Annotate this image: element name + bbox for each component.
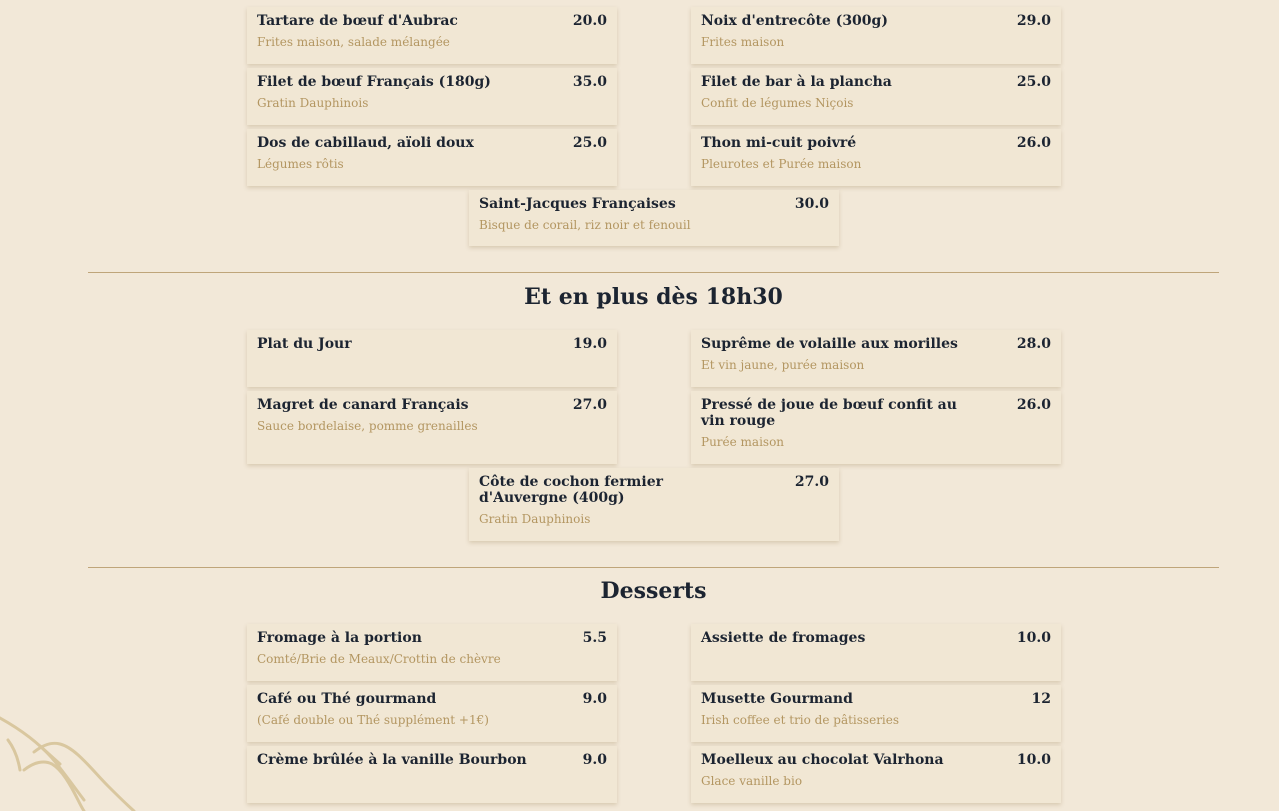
item-price: 10.0 — [1016, 752, 1051, 768]
item-price: 19.0 — [572, 336, 607, 352]
item-description: (Café double ou Thé supplément +1€) — [257, 713, 489, 727]
item-name: Pressé de joue de bœuf confit au vin rouge — [701, 397, 957, 429]
menu-item-card — [691, 330, 1061, 387]
item-description: Gratin Dauphinois — [257, 96, 369, 110]
item-price: 28.0 — [1016, 336, 1051, 352]
item-name: Crème brûlée à la vanille Bourbon — [257, 752, 527, 768]
item-name: Café ou Thé gourmand — [257, 691, 437, 707]
item-price: 26.0 — [1016, 135, 1051, 151]
item-description: Frites maison — [701, 35, 785, 49]
item-price: 12 — [1031, 691, 1051, 707]
item-description: Et vin jaune, purée maison — [701, 358, 865, 372]
item-name: Tartare de bœuf d'Aubrac — [257, 13, 458, 29]
item-price: 30.0 — [794, 196, 829, 212]
menu-item-card — [691, 685, 1061, 742]
item-description: Légumes rôtis — [257, 157, 344, 171]
menu-item-card — [247, 330, 617, 387]
item-price: 20.0 — [572, 13, 607, 29]
section-title-desserts: Desserts — [600, 578, 707, 604]
item-description: Glace vanille bio — [701, 774, 803, 788]
item-description: Comté/Brie de Meaux/Crottin de chèvre — [257, 652, 501, 666]
menu-item-card — [691, 7, 1061, 64]
menu-item-card — [247, 685, 617, 742]
menu-item-card — [691, 391, 1061, 464]
item-name: Dos de cabillaud, aïoli doux — [257, 135, 474, 151]
item-name: Thon mi-cuit poivré — [701, 135, 857, 151]
menu-item-card — [469, 190, 839, 246]
menu-item-card — [691, 624, 1061, 681]
item-price: 10.0 — [1016, 630, 1051, 646]
menu-item-card — [691, 68, 1061, 125]
menu-item-card — [247, 624, 617, 681]
item-price: 26.0 — [1016, 397, 1051, 413]
item-price: 25.0 — [1016, 74, 1051, 90]
item-description: Pleurotes et Purée maison — [701, 157, 862, 171]
menu-item-card — [247, 391, 617, 464]
menu-item-card — [247, 68, 617, 125]
item-name: Plat du Jour — [257, 336, 352, 352]
item-price: 29.0 — [1016, 13, 1051, 29]
item-description: Confit de légumes Niçois — [701, 96, 854, 110]
section-title-evening: Et en plus dès 18h30 — [524, 284, 783, 310]
menu-item-card — [247, 7, 617, 64]
item-name: Assiette de fromages — [701, 630, 866, 646]
item-name: Saint-Jacques Françaises — [479, 196, 676, 212]
item-name: Magret de canard Français — [257, 397, 469, 413]
item-description: Purée maison — [701, 435, 785, 449]
item-price: 9.0 — [582, 752, 607, 768]
item-price: 35.0 — [572, 74, 607, 90]
illustration-decoration-icon — [0, 700, 140, 811]
item-name: Musette Gourmand — [701, 691, 853, 707]
item-price: 25.0 — [572, 135, 607, 151]
item-description: Gratin Dauphinois — [479, 512, 591, 526]
item-name: Noix d'entrecôte (300g) — [701, 13, 888, 29]
menu-item-card — [691, 746, 1061, 803]
item-price: 27.0 — [572, 397, 607, 413]
section-divider — [88, 567, 1219, 568]
menu-item-card — [691, 129, 1061, 186]
item-name: Filet de bar à la plancha — [701, 74, 892, 90]
item-description: Frites maison, salade mélangée — [257, 35, 450, 49]
item-price: 9.0 — [582, 691, 607, 707]
menu-item-card — [469, 468, 839, 541]
item-name: Filet de bœuf Français (180g) — [257, 74, 491, 90]
item-description: Bisque de corail, riz noir et fenouil — [479, 218, 691, 232]
section-divider — [88, 272, 1219, 273]
item-description: Irish coffee et trio de pâtisseries — [701, 713, 900, 727]
item-name: Côte de cochon fermier d'Auvergne (400g) — [479, 474, 663, 506]
item-name: Moelleux au chocolat Valrhona — [701, 752, 944, 768]
item-name: Suprême de volaille aux morilles — [701, 336, 958, 352]
item-price: 5.5 — [582, 630, 607, 646]
menu-item-card — [247, 746, 617, 803]
item-price: 27.0 — [794, 474, 829, 490]
menu-item-card — [247, 129, 617, 186]
item-name: Fromage à la portion — [257, 630, 422, 646]
item-description: Sauce bordelaise, pomme grenailles — [257, 419, 478, 433]
